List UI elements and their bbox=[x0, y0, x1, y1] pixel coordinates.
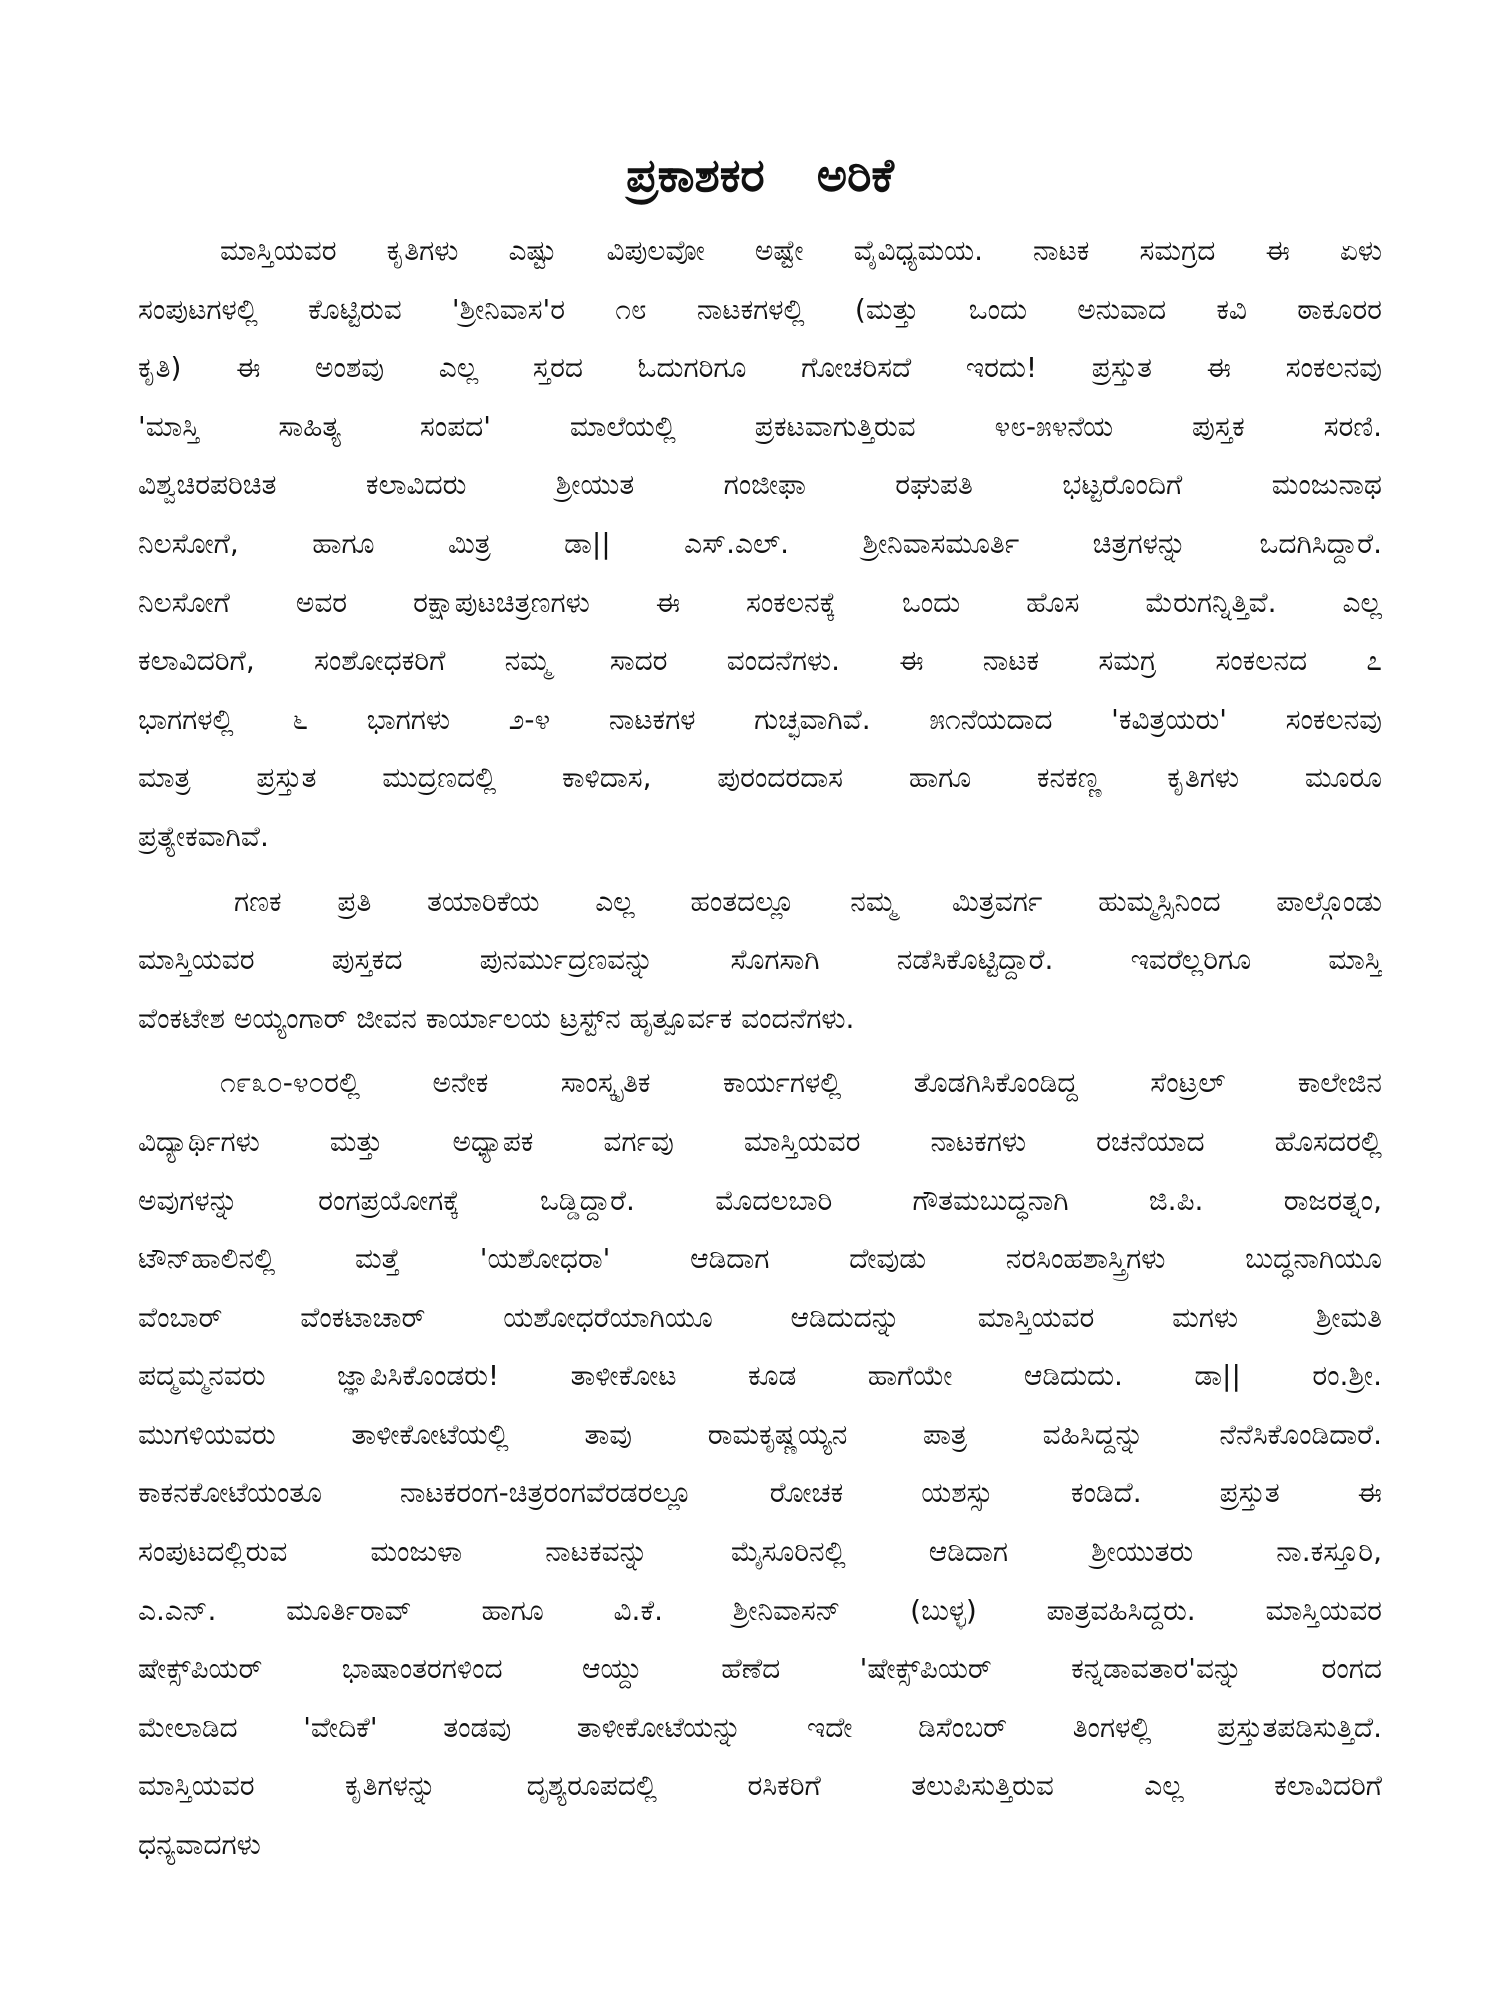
text-line: ನಿಲಸೋಗೆ ಅವರ ರಕ್ಷಾಪುಟಚಿತ್ರಣಗಳು ಈ ಸಂಕಲನಕ್ಕೆ ಒಂದು ಹೊಸ ಮೆರುಗನ್ನಿತ್ತಿವೆ. ಎಲ್ಲ bbox=[138, 585, 1382, 619]
document-page bbox=[138, 140, 1382, 1940]
text-line: ಮಾಸ್ತಿಯವರ ಪುಸ್ತಕದ ಪುನರ್ಮುದ್ರಣವನ್ನು ಸೊಗಸಾಗಿ ನಡೆಸಿಕೊಟ್ಟಿದ್ದಾರೆ. ಇವರೆಲ್ಲರಿಗೂ ಮಾಸ್ತಿ bbox=[138, 943, 1382, 977]
text-line: ಕೃತಿ) ಈ ಅಂಶವು ಎಲ್ಲ ಸ್ತರದ ಓದುಗರಿಗೂ ಗೋಚರಿಸದೆ ಇರದು! ಪ್ರಸ್ತುತ ಈ ಸಂಕಲನವು bbox=[138, 351, 1382, 385]
text-line: ಕಾಕನಕೋಟೆಯಂತೂ ನಾಟಕರಂಗ-ಚಿತ್ರರಂಗವೆರಡರಲ್ಲೂ ರೋಚಕ ಯಶಸ್ಸು ಕಂಡಿದೆ. ಪ್ರಸ್ತುತ ಈ bbox=[138, 1476, 1382, 1510]
text-line: ಪದ್ಮಮ್ಮನವರು ಜ್ಞಾಪಿಸಿಕೊಂಡರು! ತಾಳೀಕೋಟ ಕೂಡ ಹಾಗೆಯೇ ಆಡಿದುದು. ಡಾ|| ರಂ.ಶ್ರೀ. bbox=[138, 1359, 1382, 1393]
text-line: ೧೯೩೦-೪೦ರಲ್ಲಿ ಅನೇಕ ಸಾಂಸ್ಕೃತಿಕ ಕಾರ್ಯಗಳಲ್ಲಿ ತೊಡಗಿಸಿಕೊಂಡಿದ್ದ ಸೆಂಟ್ರಲ್ ಕಾಲೇಜಿನ bbox=[220, 1066, 1382, 1100]
text-line: ಮೇಲಾಡಿದ 'ವೇದಿಕೆ' ತಂಡವು ತಾಳೀಕೋಟೆಯನ್ನು ಇದೇ ಡಿಸೆಂಬರ್ ತಿಂಗಳಲ್ಲಿ ಪ್ರಸ್ತುತಪಡಿಸುತ್ತಿದೆ. bbox=[138, 1710, 1382, 1744]
text-line: ವಿದ್ಯಾರ್ಥಿಗಳು ಮತ್ತು ಅಧ್ಯಾಪಕ ವರ್ಗವು ಮಾಸ್ತಿಯವರ ನಾಟಕಗಳು ರಚನೆಯಾದ ಹೊಸದರಲ್ಲಿ bbox=[138, 1124, 1382, 1158]
text-line: ವಿಶ್ವಚಿರಪರಿಚಿತ ಕಲಾವಿದರು ಶ್ರೀಯುತ ಗಂಜೀಫಾ ರಘುಪತಿ ಭಟ್ಟರೊಂದಿಗೆ ಮಂಜುನಾಥ bbox=[138, 468, 1382, 502]
paragraph-2 bbox=[138, 873, 1382, 1049]
paragraph-1 bbox=[138, 222, 1382, 867]
text-line: ಕಲಾವಿದರಿಗೆ, ಸಂಶೋಧಕರಿಗೆ ನಮ್ಮ ಸಾದರ ವಂದನೆಗಳು. ಈ ನಾಟಕ ಸಮಗ್ರ ಸಂಕಲನದ ೭ bbox=[138, 644, 1382, 678]
text-line: ಷೇಕ್ಸ್‌ಪಿಯರ್ ಭಾಷಾಂತರಗಳಿಂದ ಆಯ್ದು ಹೆಣೆದ 'ಷೇಕ್ಸ್‌ಪಿಯರ್ ಕನ್ನಡಾವತಾರ'ವನ್ನು ರಂಗದ bbox=[138, 1652, 1382, 1686]
text-line: ಮುಗಳಿಯವರು ತಾಳೀಕೋಟೆಯಲ್ಲಿ ತಾವು ರಾಮಕೃಷ್ಣಯ್ಯನ ಪಾತ್ರ ವಹಿಸಿದ್ದನ್ನು ನೆನೆಸಿಕೊಂಡಿದಾರೆ. bbox=[138, 1417, 1382, 1451]
text-line: ವೆಂಕಟೇಶ ಅಯ್ಯಂಗಾರ್ ಜೀವನ ಕಾರ್ಯಾಲಯ ಟ್ರಸ್ಟ್‌ನ ಹೃತ್ಪೂರ್ವಕ ವಂದನೆಗಳು. bbox=[138, 1001, 855, 1035]
text-line: ಟೌನ್‌ಹಾಲಿನಲ್ಲಿ ಮತ್ತೆ 'ಯಶೋಧರಾ' ಆಡಿದಾಗ ದೇವುಡು ನರಸಿಂಹಶಾಸ್ತ್ರಿಗಳು ಬುದ್ಧನಾಗಿಯೂ bbox=[138, 1242, 1382, 1276]
text-line: ಮಾಸ್ತಿಯವರ ಕೃತಿಗಳನ್ನು ದೃಶ್ಯರೂಪದಲ್ಲಿ ರಸಿಕರಿಗೆ ತಲುಪಿಸುತ್ತಿರುವ ಎಲ್ಲ ಕಲಾವಿದರಿಗೆ bbox=[138, 1769, 1382, 1803]
text-line: ಭಾಗಗಳಲ್ಲಿ ೬ ಭಾಗಗಳು ೨-೪ ನಾಟಕಗಳ ಗುಚ್ಛವಾಗಿವೆ. ೫೧ನೆಯದಾದ 'ಕವಿತ್ರಯರು' ಸಂಕಲನವು bbox=[138, 702, 1382, 736]
text-line: ಅವುಗಳನ್ನು ರಂಗಪ್ರಯೋಗಕ್ಕೆ ಒಡ್ಡಿದ್ದಾರೆ. ಮೊದಲಬಾರಿ ಗೌತಮಬುದ್ಧನಾಗಿ ಜಿ.ಪಿ. ರಾಜರತ್ನಂ, bbox=[138, 1183, 1382, 1217]
page-title: ಪ್ರಕಾಶಕರ ಅರಿಕೆ bbox=[626, 148, 894, 202]
text-line: ವೆಂಬಾರ್ ವೆಂಕಟಾಚಾರ್ ಯಶೋಧರೆಯಾಗಿಯೂ ಆಡಿದುದನ್ನು ಮಾಸ್ತಿಯವರ ಮಗಳು ಶ್ರೀಮತಿ bbox=[138, 1300, 1382, 1334]
text-line: ಮಾಸ್ತಿಯವರ ಕೃತಿಗಳು ಎಷ್ಟು ವಿಪುಲವೋ ಅಷ್ಟೇ ವೈವಿಧ್ಯಮಯ. ನಾಟಕ ಸಮಗ್ರದ ಈ ಏಳು bbox=[220, 234, 1382, 267]
text-line: ಎ.ಎನ್. ಮೂರ್ತಿರಾವ್ ಹಾಗೂ ವಿ.ಕೆ. ಶ್ರೀನಿವಾಸನ್ (ಬುಳ್ಳ) ಪಾತ್ರವಹಿಸಿದ್ದರು. ಮಾಸ್ತಿಯವರ bbox=[138, 1593, 1382, 1627]
text-line: 'ಮಾಸ್ತಿ ಸಾಹಿತ್ಯ ಸಂಪದ' ಮಾಲೆಯಲ್ಲಿ ಪ್ರಕಟವಾಗುತ್ತಿರುವ ೪೮-೫೪ನೆಯ ಪುಸ್ತಕ ಸರಣಿ. bbox=[138, 409, 1382, 443]
text-line: ಸಂಪುಟಗಳಲ್ಲಿ ಕೊಟ್ಟಿರುವ 'ಶ್ರೀನಿವಾಸ'ರ ೧೮ ನಾಟಕಗಳಲ್ಲಿ (ಮತ್ತು ಒಂದು ಅನುವಾದ ಕವಿ ಠಾಕೂರರ bbox=[138, 292, 1382, 326]
text-line: ಪ್ರತ್ಯೇಕವಾಗಿವೆ. bbox=[138, 819, 269, 853]
text-line: ಧನ್ಯವಾದಗಳು bbox=[138, 1828, 261, 1862]
text-line: ಸಂಪುಟದಲ್ಲಿರುವ ಮಂಜುಳಾ ನಾಟಕವನ್ನು ಮೈಸೂರಿನಲ್ಲಿ ಆಡಿದಾಗ ಶ್ರೀಯುತರು ನಾ.ಕಸ್ತೂರಿ, bbox=[138, 1535, 1382, 1569]
paragraph-3 bbox=[138, 1054, 1382, 1874]
text-line: ನಿಲಸೋಗೆ, ಹಾಗೂ ಮಿತ್ರ ಡಾ|| ಎಸ್.ಎಲ್. ಶ್ರೀನಿವಾಸಮೂರ್ತಿ ಚಿತ್ರಗಳನ್ನು ಒದಗಿಸಿದ್ದಾರೆ. bbox=[138, 526, 1382, 560]
text-line: ಮಾತ್ರ ಪ್ರಸ್ತುತ ಮುದ್ರಣದಲ್ಲಿ ಕಾಳಿದಾಸ, ಪುರಂದರದಾಸ ಹಾಗೂ ಕನಕಣ್ಣ ಕೃತಿಗಳು ಮೂರೂ bbox=[138, 761, 1382, 795]
text-line: ಗಣಕ ಪ್ರತಿ ತಯಾರಿಕೆಯ ಎಲ್ಲ ಹಂತದಲ್ಲೂ ನಮ್ಮ ಮಿತ್ರವರ್ಗ ಹುಮ್ಮಸ್ಸಿನಿಂದ ಪಾಲ್ಗೊಂಡು bbox=[234, 884, 1382, 918]
